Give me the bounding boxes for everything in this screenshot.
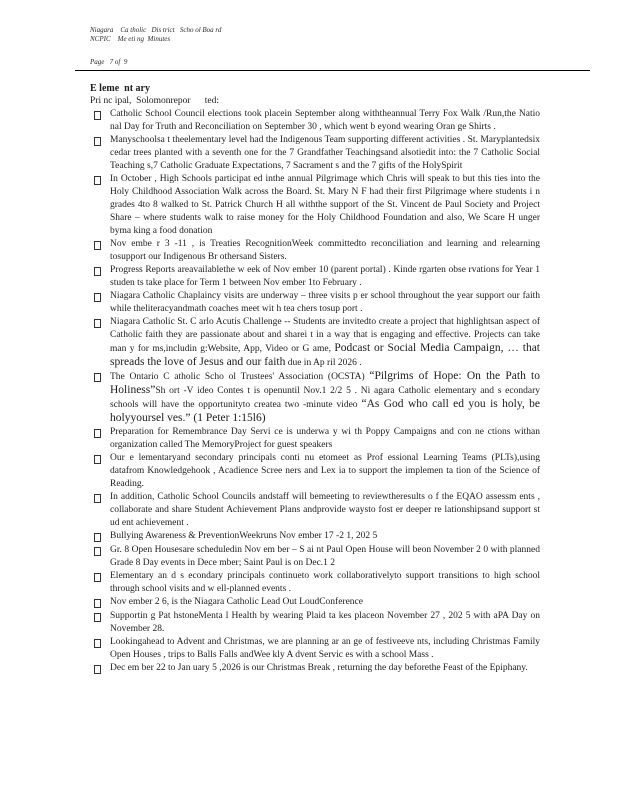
bullet-text-segment: due in Ap ril 2026 . — [285, 358, 362, 368]
intro-line: Pri nc ipal, Solomonrepor ted: — [90, 96, 220, 106]
bullet-item — [90, 662, 540, 676]
header-org-line: Niagara Ca tholic Dis trict Scho ol Boa rd — [90, 26, 222, 34]
bullet-text — [110, 570, 540, 596]
bullet-square-icon — [90, 108, 110, 122]
bullet-list — [90, 108, 540, 676]
bullet-text-segment-large: “As God who call ed you is holy, be holyyoursel ves.” (1 Peter 1:15l6) — [110, 398, 540, 424]
bullet-square-icon — [90, 173, 110, 187]
bullet-text-segment: Niagara Catholic Chaplaincy visits are underway – three visits p er school throughout the year support our faith while theliteracyandmath coaches meet wit h tea chers tosup port . — [110, 291, 540, 314]
bullet-text — [110, 370, 540, 426]
bullet-square-icon — [90, 596, 110, 610]
bullet-text-segment: Our e lementaryand secondary principals conti nu etomeet as Prof essional Learning Teams (PLTs),using datafrom Knowledgehook , Acadience Scree ners and Lex ia to support the implemen ta tion of the Science of Reading. — [110, 453, 540, 489]
bullet-text — [110, 108, 540, 134]
bullet-square-icon — [90, 370, 110, 384]
bullet-square-icon — [90, 544, 110, 558]
bullet-text — [110, 426, 540, 452]
bullet-item — [90, 452, 540, 491]
bullet-text — [110, 530, 540, 543]
bullet-text — [110, 491, 540, 530]
bullet-text-segment: Bullying Awareness & PreventionWeekruns Nov ember 17 -2 1, 202 5 — [110, 531, 378, 541]
bullet-item — [90, 491, 540, 530]
bullet-text-segment: Progress Reports areavailablethe w eek of Nov ember 10 (parent portal) . Kinde rgarten obse rvations for Year 1 studen ts take place for Term 1 between Nov ember 1to February . — [110, 265, 540, 288]
bullet-square-icon — [90, 290, 110, 304]
bullet-text — [110, 316, 540, 370]
header-page-number: Page 7 of 9 — [90, 58, 128, 66]
bullet-text — [110, 636, 540, 662]
bullet-item — [90, 134, 540, 173]
bullet-text-segment: Manyschoolsa t theelementary level had the Indigenous Team supporting different activities . St. Maryplantedsix cedar trees planted with a seventh one for the 7 Grandfather Teachingsand alsotiedit into: the 7 Catholic Social Teaching s,7 Catholic Graduate Expectations, 7 Sacrament s and the 7 gifts of the HolySpirit — [110, 135, 540, 171]
bullet-item — [90, 636, 540, 662]
bullet-item — [90, 316, 540, 370]
bullet-square-icon — [90, 134, 110, 148]
bullet-text — [110, 596, 540, 609]
page-header — [90, 26, 540, 67]
bullet-text — [110, 238, 540, 264]
bullet-square-icon — [90, 316, 110, 330]
bullet-text — [110, 544, 540, 570]
bullet-square-icon — [90, 662, 110, 676]
section-heading: E leme nt ary — [90, 83, 150, 94]
bullet-square-icon — [90, 426, 110, 440]
bullet-text-segment: Lookingahead to Advent and Christmas, we are planning ar an ge of festiveeve nts, including Christmas Family Open Houses , trips to Balls Falls andWee kly A dvent Servic es with a school Mass . — [110, 637, 540, 660]
bullet-item — [90, 173, 540, 238]
bullet-text-segment: In addition, Catholic School Councils andstaff will bemeeting to reviewtheresults o f the EQAO assessm ents , collaborate and share Student Achievement Plans andprovide waysto fost er deeper re lationshipsand support st ud ent achievement . — [110, 492, 540, 528]
bullet-item — [90, 544, 540, 570]
bullet-item — [90, 596, 540, 610]
bullet-text-segment: Niagara Catholic St. C arlo Acutis Challenge -- Students are invitedto create a project that highlightsan aspect of Catholic faith they are passionate about and sharei t in a way that is engaging and effective. Projects can take man y for ms,includin g:Website, App, Video or G ame, — [110, 317, 540, 354]
bullet-text — [110, 173, 540, 238]
bullet-text-segment: Preparation for Remembrance Day Servi ce is underwa y wi th Poppy Campaigns and con ne ctions withan organization called The MemoryProject for guest speakers — [110, 427, 540, 450]
bullet-text — [110, 290, 540, 316]
bullet-text-segment: Nov ember 2 6, is the Niagara Catholic Lead Out LoudConference — [110, 597, 363, 607]
bullet-text-segment: Dec em ber 22 to Jan uary 5 ,2026 is our Christmas Break , returning the day beforethe Feast of the Epiphany. — [110, 663, 528, 673]
bullet-text — [110, 662, 540, 675]
bullet-square-icon — [90, 636, 110, 650]
header-divider — [75, 70, 590, 71]
header-doc-line: NCPIC Me eti ng Minutes — [90, 35, 171, 43]
bullet-item — [90, 264, 540, 290]
bullet-item — [90, 426, 540, 452]
bullet-item — [90, 370, 540, 426]
bullet-square-icon — [90, 264, 110, 278]
bullet-text-segment: Catholic School Council elections took placein September along withtheannual Terry Fox Walk /Run,the Natio nal Day for Truth and Reconciliation on September 30 , which went b eyond wearing Oran ge Shirts . — [110, 109, 540, 132]
bullet-text-segment: Elementary an d s econdary principals continueto work collaborativelyto support transitions to high school through school visits and w ell-planned events . — [110, 571, 540, 594]
bullet-item — [90, 570, 540, 596]
bullet-text-segment: Supportin g Pat hstoneMenta l Health by wearing Plaid ta kes placeon November 27 , 202 5 with aPA Day on November 28. — [110, 611, 540, 634]
bullet-item — [90, 108, 540, 134]
bullet-text-segment: Gr. 8 Open Housesare scheduledin Nov em ber – S ai nt Paul Open House will beon November 2 0 with planned Grade 8 Day events in Dece mber; Saint Paul is on Dec.1 2 — [110, 545, 540, 568]
bullet-square-icon — [90, 570, 110, 584]
bullet-text — [110, 264, 540, 290]
bullet-text-segment: The Ontario C atholic Scho ol Trustees' Association (OCSTA) — [110, 372, 370, 382]
bullet-square-icon — [90, 238, 110, 252]
bullet-square-icon — [90, 491, 110, 505]
bullet-text-segment-large: Podcast or Social Media Campaign, … that spreads the love of Jesus and our faith — [110, 342, 540, 368]
bullet-item — [90, 238, 540, 264]
bullet-item — [90, 290, 540, 316]
bullet-square-icon — [90, 530, 110, 544]
bullet-item — [90, 610, 540, 636]
bullet-text-segment-large: “Pilgrims of Hope: On the Path to Holiness” — [110, 370, 540, 396]
bullet-item — [90, 530, 540, 544]
bullet-text — [110, 134, 540, 173]
bullet-square-icon — [90, 452, 110, 466]
bullet-text-segment: Sh ort -V ideo Contes t is openuntil Nov.1 2/2 5 . Ni agara Catholic elementary and s econdary schools will have the opportunityto createa two -minute video — [110, 386, 540, 410]
bullet-text — [110, 452, 540, 491]
bullet-square-icon — [90, 610, 110, 624]
bullet-text-segment: Nov embe r 3 -11 , is Treaties RecognitionWeek committedto reconciliation and learning and relearning tosupport our Indigenous Br othersand Sisters. — [110, 239, 540, 262]
bullet-text — [110, 610, 540, 636]
bullet-text-segment: In October , High Schools participat ed inthe annual Pilgrimage which Chris will speak to but this ties into the Holy Childhood Association Walk across the Board. St. Mary N F had their first Pilgrimage where students i n grades 4to 8 walked to St. Patrick Church H all withthe support of the St. Vincent de Paul Society and Project Share – where students walk to raise money for the Holy Childhood Foundation and also, We Scare H unger byma king a food donation — [110, 174, 540, 236]
